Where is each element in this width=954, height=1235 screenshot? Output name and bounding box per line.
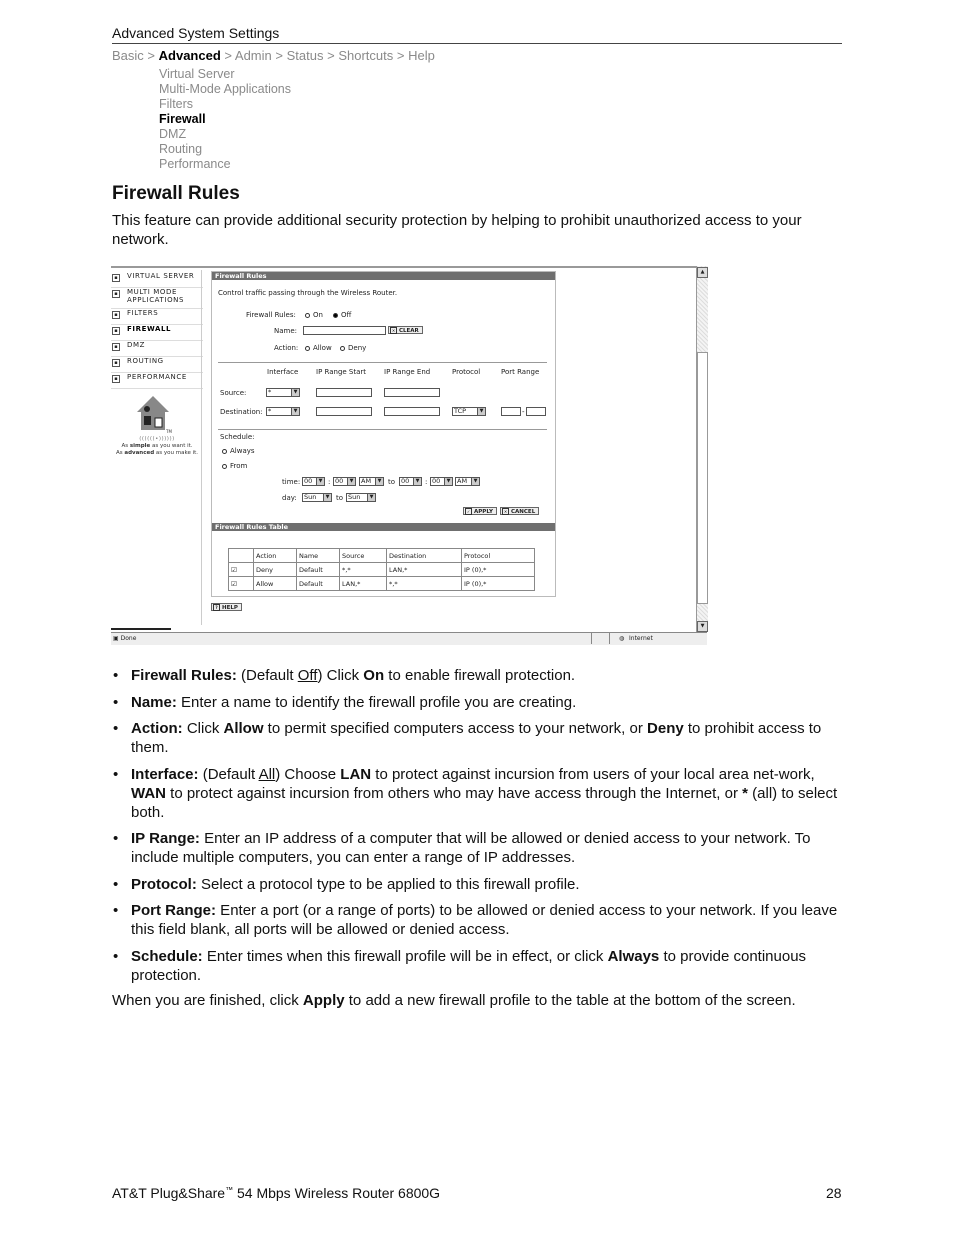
schedule-label: Schedule: [220, 433, 255, 441]
breadcrumb-separator: > [327, 48, 335, 63]
help-button[interactable]: ? HELP [211, 603, 242, 611]
nav-bullet-icon: ▪ [112, 311, 120, 319]
submenu-routing: Routing [159, 142, 203, 156]
breadcrumb-basic: Basic [112, 48, 144, 63]
panel-title-bar: Firewall Rules [212, 272, 555, 280]
name-input[interactable] [303, 326, 386, 335]
firewall-rules-table [228, 548, 535, 591]
nav-bullet-icon: ▪ [112, 274, 120, 282]
list-item: • Action: Click Allow to permit specified computers access to your network, or Deny to prohibit access to them. [112, 719, 852, 757]
submenu-filters: Filters [159, 97, 194, 111]
table-cell: IP (0),* [462, 563, 535, 577]
router-left-nav [111, 272, 203, 389]
table-cell: LAN,* [387, 563, 462, 577]
dropdown-arrow-icon: ▼ [316, 478, 324, 485]
radio-icon [222, 464, 227, 469]
source-ip-start-input[interactable] [316, 388, 372, 397]
day-label: day: [282, 494, 297, 502]
apply-button[interactable]: ✓ APPLY [463, 507, 497, 515]
table-header-cell [229, 549, 254, 563]
time-to-label: to [388, 478, 396, 486]
col-protocol: Protocol [452, 368, 481, 376]
browser-status-bar [111, 632, 707, 645]
tagline [113, 436, 201, 457]
section-intro: This feature can provide additional security protection by helping to prohibit unauthorized access to your network. [112, 212, 802, 248]
nav-filters[interactable]: ▪ FILTERS [111, 309, 203, 325]
nav-bullet-icon: ▪ [112, 343, 120, 351]
table-cell: IP (0),* [462, 577, 535, 591]
source-interface-select[interactable]: * ▼ [266, 388, 300, 397]
list-item: • IP Range: Enter an IP address of a computer that will be allowed or denied access to your network. To include multiple computers, you can enter a range of IP addresses. [112, 829, 852, 867]
table-row [229, 577, 535, 591]
header-divider [112, 43, 842, 44]
breadcrumb-status: Status [286, 48, 324, 63]
nav-performance[interactable]: ▪ PERFORMANCE [111, 373, 203, 389]
nav-bullet-icon: ▪ [112, 375, 120, 383]
scroll-up-icon[interactable]: ▲ [697, 267, 708, 278]
radio-selected-icon [333, 313, 338, 318]
row-checkbox[interactable]: ☑ [229, 577, 254, 591]
table-header-row [229, 549, 535, 563]
clear-button[interactable]: ✕ CLEAR [388, 326, 423, 334]
time-colon: : [425, 478, 428, 486]
window-top-border [111, 266, 707, 268]
table-header-cell: Action [254, 549, 297, 563]
end-minute-select[interactable]: 00 ▼ [430, 477, 453, 486]
breadcrumb-separator: > [224, 48, 232, 63]
nav-divider [201, 270, 202, 625]
source-label: Source: [220, 389, 247, 397]
source-ip-end-input[interactable] [384, 388, 440, 397]
divider [218, 429, 547, 430]
svg-text:TM: TM [166, 429, 172, 434]
document-header-title: Advanced System Settings [112, 25, 280, 41]
time-colon: : [328, 478, 331, 486]
firewall-panel [211, 271, 556, 597]
breadcrumb-separator: > [396, 48, 405, 63]
status-divider [609, 633, 610, 644]
signal-waves: ((((((•)))))) [139, 436, 175, 442]
advanced-submenu [159, 67, 291, 172]
breadcrumb-separator: > [275, 48, 283, 63]
col-ip-start: IP Range Start [316, 368, 367, 376]
firewall-rules-label: Firewall Rules: [246, 311, 296, 319]
port-start-input[interactable] [501, 407, 521, 416]
submenu-firewall: Firewall [159, 112, 206, 126]
protocol-select[interactable]: TCP ▼ [452, 407, 486, 416]
table-header-cell: Source [340, 549, 387, 563]
dropdown-arrow-icon: ▼ [375, 478, 383, 485]
tagline-advanced: As advanced as you make it. [115, 450, 199, 456]
dropdown-arrow-icon: ▼ [291, 389, 299, 396]
dropdown-arrow-icon: ▼ [291, 408, 299, 415]
router-ui-screenshot [111, 266, 707, 646]
table-header-cell: Destination [387, 549, 462, 563]
table-header-cell: Protocol [462, 549, 535, 563]
nav-dmz[interactable]: ▪ DMZ [111, 341, 203, 357]
list-item: • Port Range: Enter a port (or a range of ports) to be allowed or denied access to your network. If you leave this field blank, all ports will be allowed or denied access. [112, 901, 852, 939]
nav-bullet-icon: ▪ [112, 359, 120, 367]
breadcrumb [112, 48, 435, 63]
dropdown-arrow-icon: ▼ [477, 408, 485, 415]
port-end-input[interactable] [526, 407, 546, 416]
table-cell: Deny [254, 563, 297, 577]
status-text: Done [120, 635, 137, 642]
destination-ip-start-input[interactable] [316, 407, 372, 416]
schedule-always-radio[interactable]: Always [222, 447, 255, 455]
table-header-cell: Name [297, 549, 340, 563]
table-cell: LAN,* [340, 577, 387, 591]
x-icon: ✕ [391, 328, 396, 333]
day-from-select[interactable]: Sun ▼ [302, 493, 332, 502]
dropdown-arrow-icon: ▼ [471, 478, 479, 485]
panel-description: Control traffic passing through the Wireless Router. [218, 289, 398, 297]
start-ampm-select[interactable]: AM ▼ [359, 477, 384, 486]
breadcrumb-separator: > [147, 48, 156, 63]
list-item: • Schedule: Enter times when this firewall profile will be in effect, or click Always to provide continuous protection. [112, 947, 852, 985]
action-label: Action: [274, 344, 299, 352]
question-icon: ? [213, 604, 220, 611]
firewall-on-radio[interactable]: On [305, 311, 323, 319]
breadcrumb-shortcuts: Shortcuts [338, 48, 394, 63]
list-item: • Interface: (Default All) Choose LAN to protect against incursion from users of your local area net-work, WAN to protect against incursion from others who may have access through the Internet, or * (all) to select both. [112, 765, 852, 822]
x-icon: ✕ [503, 509, 508, 514]
schedule-from-radio[interactable]: From [222, 462, 247, 470]
name-label: Name: [274, 327, 298, 335]
submenu-multi-mode: Multi-Mode Applications [159, 82, 292, 96]
breadcrumb-help: Help [408, 48, 435, 63]
page-icon: ▣ [113, 635, 119, 642]
breadcrumb-admin: Admin [234, 48, 272, 63]
list-item: • Firewall Rules: (Default Off) Click On to enable firewall protection. [112, 666, 852, 685]
nav-firewall[interactable]: ▪ FIREWALL [111, 325, 203, 341]
tagline-simple: As simple as you want it. [121, 443, 193, 449]
day-to-select[interactable]: Sun ▼ [346, 493, 376, 502]
nav-virtual-server[interactable]: ▪ VIRTUAL SERVER [111, 272, 203, 288]
row-checkbox[interactable]: ☑ [229, 563, 254, 577]
submenu-performance: Performance [159, 157, 231, 171]
time-label: time: [282, 478, 301, 486]
col-interface: Interface [267, 368, 299, 376]
table-cell: Default [297, 563, 340, 577]
dropdown-arrow-icon: ▼ [323, 494, 331, 501]
list-item: • Protocol: Select a protocol type to be applied to this firewall profile. [112, 875, 852, 894]
dropdown-arrow-icon: ▼ [413, 478, 421, 485]
closing-paragraph: When you are finished, click Apply to add a new firewall profile to the table at the bottom of the screen. [112, 992, 796, 1009]
table-title-bar: Firewall Rules Table [212, 523, 555, 531]
destination-ip-end-input[interactable] [384, 407, 440, 416]
submenu-dmz: DMZ [159, 127, 187, 141]
table-cell: *,* [340, 563, 387, 577]
cancel-button[interactable]: ✕ CANCEL [500, 507, 539, 515]
dropdown-arrow-icon: ▼ [444, 478, 452, 485]
footer-product: AT&T Plug&Share™ 54 Mbps Wireless Router 6800G [112, 1185, 441, 1201]
list-item: • Name: Enter a name to identify the firewall profile you are creating. [112, 693, 852, 712]
nav-routing[interactable]: ▪ ROUTING [111, 357, 203, 373]
start-minute-select[interactable]: 00 ▼ [333, 477, 356, 486]
end-hour-select[interactable]: 00 ▼ [399, 477, 422, 486]
nav-multi-mode[interactable]: ▪ MULTI MODE APPLICATIONS [111, 288, 203, 309]
start-hour-select[interactable]: 00 ▼ [302, 477, 325, 486]
nav-bullet-icon: ▪ [112, 327, 120, 335]
dropdown-arrow-icon: ▼ [347, 478, 355, 485]
section-title: Firewall Rules [112, 183, 240, 204]
col-port-range: Port Range [501, 368, 540, 376]
action-deny-radio[interactable]: Deny [340, 344, 366, 352]
scrollbar-thumb[interactable] [697, 352, 708, 604]
table-cell: *,* [387, 577, 462, 591]
check-icon: ✓ [466, 509, 471, 514]
table-cell: Default [297, 577, 340, 591]
end-ampm-select[interactable]: AM ▼ [455, 477, 480, 486]
radio-icon [305, 346, 310, 351]
scroll-down-icon[interactable]: ▼ [697, 621, 708, 632]
radio-icon [340, 346, 345, 351]
radio-icon [222, 449, 227, 454]
day-to-label: to [336, 494, 344, 502]
page-number: 28 [826, 1185, 842, 1201]
status-zone: Internet [629, 635, 653, 642]
table-cell: Allow [254, 577, 297, 591]
divider [218, 362, 547, 363]
globe-icon: ◍ [619, 635, 625, 642]
radio-icon [305, 313, 310, 318]
house-logo-icon [133, 394, 173, 434]
breadcrumb-advanced: Advanced [158, 48, 221, 63]
col-ip-end: IP Range End [384, 368, 431, 376]
submenu-virtual-server: Virtual Server [159, 67, 235, 81]
destination-interface-select[interactable]: * ▼ [266, 407, 300, 416]
table-row [229, 563, 535, 577]
destination-label: Destination: [220, 408, 263, 416]
port-dash: - [522, 408, 525, 416]
nav-bullet-icon: ▪ [112, 290, 120, 298]
dropdown-arrow-icon: ▼ [367, 494, 375, 501]
action-allow-radio[interactable]: Allow [305, 344, 332, 352]
horizontal-scroll-edge [111, 628, 171, 630]
field-descriptions [112, 666, 852, 992]
status-divider [591, 633, 592, 644]
firewall-off-radio[interactable]: Off [333, 311, 351, 319]
